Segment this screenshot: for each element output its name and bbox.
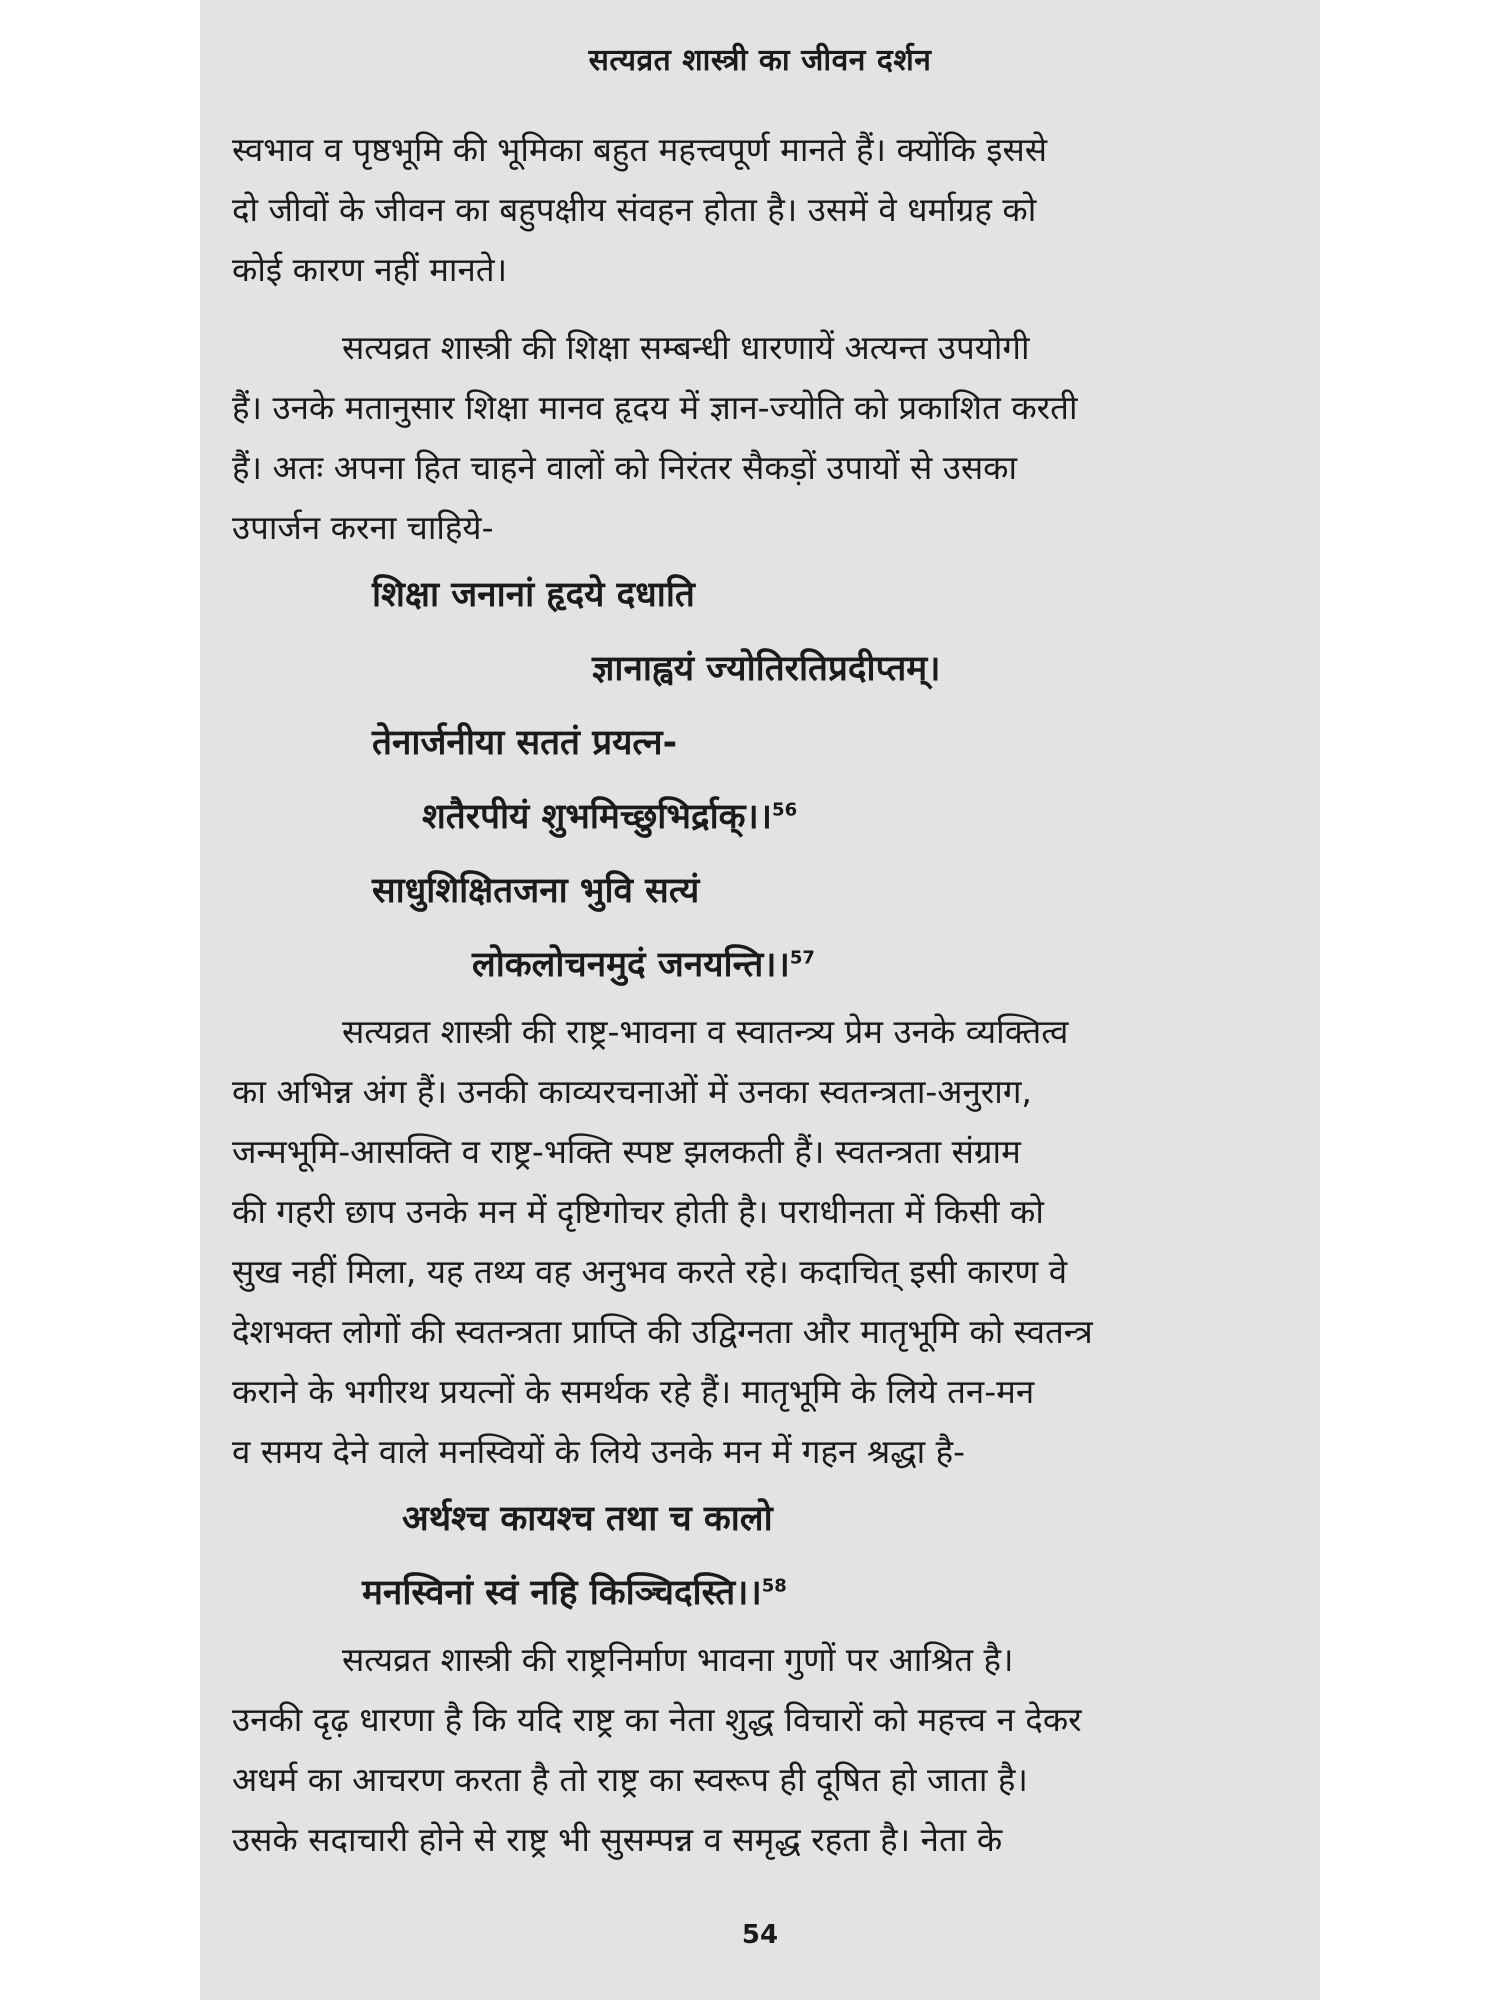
text-line: कोई कारण नहीं मानते। bbox=[232, 250, 508, 289]
text-line: दो जीवों के जीवन का बहुपक्षीय संवहन होता है। उसमें वे धर्माग्रह को bbox=[232, 190, 1037, 229]
verse-line-text: शतैरपीयं शुभमिच्छुभिर्द्राक्।। bbox=[422, 797, 773, 837]
text-line: उपार्जन करना चाहिये- bbox=[232, 508, 494, 547]
page-number: 54 bbox=[741, 1920, 779, 1950]
verse-line: साधुशिक्षितजना भुवि सत्यं bbox=[372, 871, 700, 911]
text-line: सत्यव्रत शास्त्री की राष्ट्रनिर्माण भावना गुणों पर आश्रित है। bbox=[342, 1640, 1014, 1679]
page-body bbox=[232, 120, 1307, 1870]
text-line: सुख नहीं मिला, यह तथ्य वह अनुभव करते रहे। कदाचित् इसी कारण वे bbox=[232, 1252, 1068, 1291]
text-line: देशभक्त लोगों की स्वतन्त्रता प्राप्ति की उद्विग्नता और मातृभूमि को स्वतन्त्र bbox=[232, 1312, 1093, 1351]
text-line: हैं। अतः अपना हित चाहने वालों को निरंतर सैकड़ों उपायों से उसका bbox=[232, 448, 1018, 487]
verse-line: तेनार्जनीया सततं प्रयत्न- bbox=[372, 723, 678, 763]
book-page bbox=[200, 0, 1320, 2000]
text-line: सत्यव्रत शास्त्री की शिक्षा सम्बन्धी धारणायें अत्यन्त उपयोगी bbox=[342, 328, 1030, 367]
text-line: का अभिन्न अंग हैं। उनकी काव्यरचनाओं में उनका स्वतन्त्रता-अनुराग, bbox=[232, 1072, 1032, 1111]
text-line: स्वभाव व पृष्ठभूमि की भूमिका बहुत महत्त्वपूर्ण मानते हैं। क्योंकि इससे bbox=[232, 130, 1048, 169]
verse-line: अर्थश्च कायश्च तथा च कालो bbox=[402, 1499, 773, 1539]
verse-block-1 bbox=[232, 558, 1307, 854]
text-line: कराने के भगीरथ प्रयत्नों के समर्थक रहे हैं। मातृभूमि के लिये तन-मन bbox=[232, 1372, 1035, 1411]
text-line: उनकी दृढ़ धारणा है कि यदि राष्ट्र का नेता शुद्ध विचारों को महत्त्व न देकर bbox=[232, 1700, 1082, 1739]
text-line: अधर्म का आचरण करता है तो राष्ट्र का स्वरूप ही दूषित हो जाता है। bbox=[232, 1760, 1028, 1799]
text-line: की गहरी छाप उनके मन में दृष्टिगोचर होती है। पराधीनता में किसी को bbox=[232, 1192, 1044, 1231]
paragraph-2 bbox=[232, 318, 1307, 558]
verse-line-text: लोकलोचनमुदं जनयन्ति।। bbox=[472, 945, 790, 985]
running-header: सत्यव्रत शास्त्री का जीवन दर्शन bbox=[588, 43, 932, 78]
paragraph-4 bbox=[232, 1630, 1307, 1870]
paragraph-3 bbox=[232, 1002, 1307, 1482]
verse-line: ज्ञानाह्वयं ज्योतिरतिप्रदीप्तम्। bbox=[592, 649, 941, 689]
verse-line-with-footnote bbox=[232, 780, 1307, 854]
verse-line-with-footnote bbox=[232, 928, 1307, 1002]
verse-block-2 bbox=[232, 854, 1307, 1002]
footnote-marker: 58 bbox=[761, 1575, 787, 1597]
verse-line-text: मनस्विनां स्वं नहि किञ्चिदस्ति।। bbox=[362, 1573, 762, 1613]
text-line: हैं। उनके मतानुसार शिक्षा मानव हृदय में ज्ञान-ज्योति को प्रकाशित करती bbox=[232, 388, 1078, 427]
verse-block-3 bbox=[232, 1482, 1307, 1630]
paragraph-1 bbox=[232, 120, 1307, 300]
text-line: व समय देने वाले मनस्वियों के लिये उनके मन में गहन श्रद्धा है- bbox=[232, 1432, 966, 1471]
text-line: जन्मभूमि-आसक्ति व राष्ट्र-भक्ति स्पष्ट झलकती हैं। स्वतन्त्रता संग्राम bbox=[232, 1132, 1021, 1171]
footnote-marker: 56 bbox=[772, 799, 798, 821]
text-line: उसके सदाचारी होने से राष्ट्र भी सुसम्पन्न व समृद्ध रहता है। नेता के bbox=[232, 1820, 1003, 1859]
verse-line: शिक्षा जनानां हृदये दधाति bbox=[372, 575, 695, 615]
verse-line-with-footnote bbox=[232, 1556, 1307, 1630]
text-line: सत्यव्रत शास्त्री की राष्ट्र-भावना व स्वातन्त्र्य प्रेम उनके व्यक्तित्व bbox=[342, 1012, 1069, 1051]
footnote-marker: 57 bbox=[789, 947, 815, 969]
